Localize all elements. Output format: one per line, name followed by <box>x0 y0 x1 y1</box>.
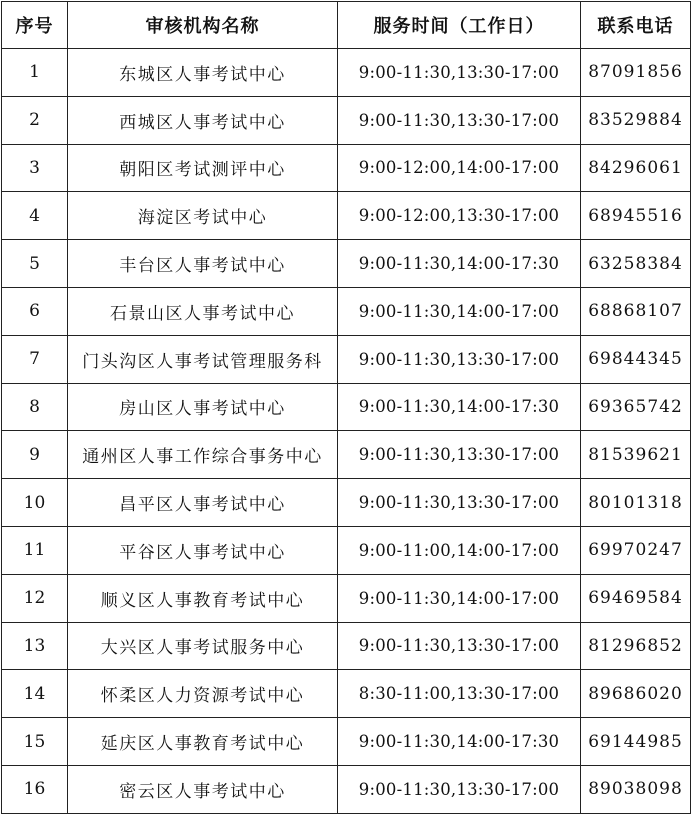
row-phone: 69469584 <box>581 574 691 622</box>
row-index: 3 <box>2 144 68 192</box>
row-service-hours: 9:00-11:30,14:00-17:00 <box>338 574 581 622</box>
header-phone: 联系电话 <box>581 2 691 49</box>
row-org-name: 海淀区考试中心 <box>68 192 338 240</box>
row-org-name: 顺义区人事教育考试中心 <box>68 574 338 622</box>
row-org-name: 丰台区人事考试中心 <box>68 240 338 288</box>
row-phone: 80101318 <box>581 479 691 527</box>
row-service-hours: 9:00-11:30,14:00-17:30 <box>338 240 581 288</box>
row-service-hours: 9:00-11:30,14:00-17:30 <box>338 718 581 766</box>
table-row <box>2 335 691 383</box>
table-row <box>2 144 691 192</box>
row-index: 7 <box>2 335 68 383</box>
row-phone: 63258384 <box>581 240 691 288</box>
row-service-hours: 9:00-11:00,14:00-17:00 <box>338 526 581 574</box>
row-phone: 84296061 <box>581 144 691 192</box>
table-row <box>2 622 691 670</box>
row-service-hours: 9:00-11:30,14:00-17:00 <box>338 287 581 335</box>
table-row <box>2 718 691 766</box>
row-phone: 69365742 <box>581 383 691 431</box>
row-index: 12 <box>2 574 68 622</box>
row-org-name: 怀柔区人力资源考试中心 <box>68 670 338 718</box>
row-phone: 87091856 <box>581 49 691 97</box>
row-service-hours: 8:30-11:00,13:30-17:00 <box>338 670 581 718</box>
table-row <box>2 192 691 240</box>
header-service-hours: 服务时间（工作日） <box>338 2 581 49</box>
row-phone: 69144985 <box>581 718 691 766</box>
row-phone: 68945516 <box>581 192 691 240</box>
row-phone: 69970247 <box>581 526 691 574</box>
row-index: 16 <box>2 765 68 813</box>
table-row <box>2 49 691 97</box>
row-index: 1 <box>2 49 68 97</box>
row-index: 11 <box>2 526 68 574</box>
row-phone: 89038098 <box>581 765 691 813</box>
row-org-name: 石景山区人事考试中心 <box>68 287 338 335</box>
row-index: 6 <box>2 287 68 335</box>
row-index: 14 <box>2 670 68 718</box>
row-service-hours: 9:00-12:00,14:00-17:00 <box>338 144 581 192</box>
row-service-hours: 9:00-11:30,13:30-17:00 <box>338 49 581 97</box>
row-index: 15 <box>2 718 68 766</box>
row-index: 4 <box>2 192 68 240</box>
table-row <box>2 431 691 479</box>
row-service-hours: 9:00-11:30,13:30-17:00 <box>338 431 581 479</box>
row-phone: 81296852 <box>581 622 691 670</box>
row-org-name: 昌平区人事考试中心 <box>68 479 338 527</box>
table-row <box>2 574 691 622</box>
table-row <box>2 96 691 144</box>
row-index: 10 <box>2 479 68 527</box>
row-service-hours: 9:00-11:30,14:00-17:30 <box>338 383 581 431</box>
row-index: 8 <box>2 383 68 431</box>
row-org-name: 房山区人事考试中心 <box>68 383 338 431</box>
header-org-name: 审核机构名称 <box>68 2 338 49</box>
table-row <box>2 526 691 574</box>
row-phone: 69844345 <box>581 335 691 383</box>
row-org-name: 大兴区人事考试服务中心 <box>68 622 338 670</box>
row-org-name: 朝阳区考试测评中心 <box>68 144 338 192</box>
row-index: 2 <box>2 96 68 144</box>
row-phone: 81539621 <box>581 431 691 479</box>
row-org-name: 平谷区人事考试中心 <box>68 526 338 574</box>
row-phone: 83529884 <box>581 96 691 144</box>
row-org-name: 通州区人事工作综合事务中心 <box>68 431 338 479</box>
row-service-hours: 9:00-11:30,13:30-17:00 <box>338 479 581 527</box>
row-service-hours: 9:00-12:00,13:30-17:00 <box>338 192 581 240</box>
header-row <box>2 2 691 49</box>
row-org-name: 门头沟区人事考试管理服务科 <box>68 335 338 383</box>
row-phone: 89686020 <box>581 670 691 718</box>
table-body <box>2 49 691 814</box>
row-phone: 68868107 <box>581 287 691 335</box>
table-row <box>2 479 691 527</box>
table-row <box>2 383 691 431</box>
table-row <box>2 765 691 813</box>
row-index: 9 <box>2 431 68 479</box>
row-service-hours: 9:00-11:30,13:30-17:00 <box>338 335 581 383</box>
row-index: 13 <box>2 622 68 670</box>
table-row <box>2 287 691 335</box>
row-org-name: 东城区人事考试中心 <box>68 49 338 97</box>
header-index: 序号 <box>2 2 68 49</box>
table-header <box>2 2 691 49</box>
row-org-name: 西城区人事考试中心 <box>68 96 338 144</box>
row-org-name: 延庆区人事教育考试中心 <box>68 718 338 766</box>
row-service-hours: 9:00-11:30,13:30-17:00 <box>338 622 581 670</box>
row-service-hours: 9:00-11:30,13:30-17:00 <box>338 96 581 144</box>
review-agency-table <box>1 1 691 814</box>
row-index: 5 <box>2 240 68 288</box>
table-row <box>2 670 691 718</box>
row-org-name: 密云区人事考试中心 <box>68 765 338 813</box>
table-row <box>2 240 691 288</box>
row-service-hours: 9:00-11:30,13:30-17:00 <box>338 765 581 813</box>
